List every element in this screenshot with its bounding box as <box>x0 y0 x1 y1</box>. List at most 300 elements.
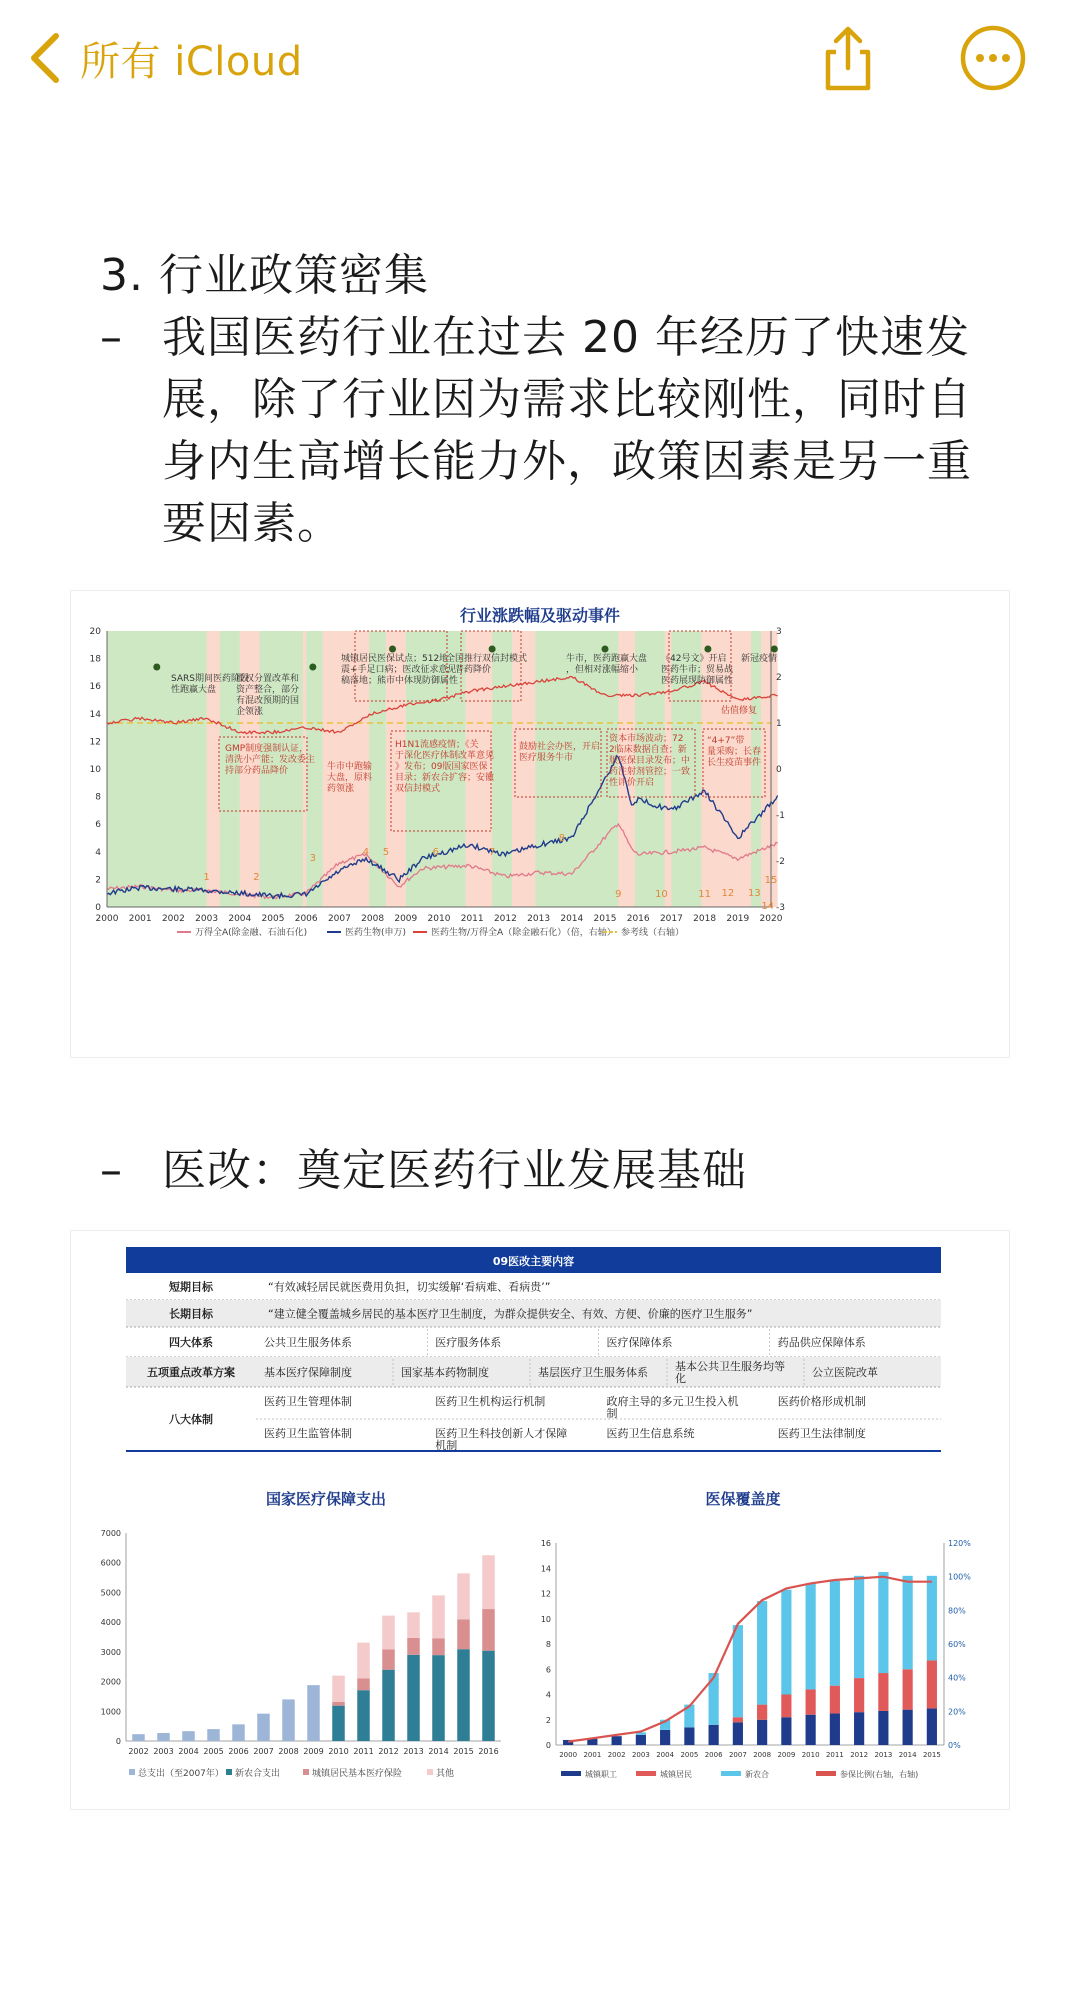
x-tick-label: 2017 <box>659 914 683 924</box>
table-cell-line: 医药卫生管理体制 <box>264 1395 352 1408</box>
event-text-red-line: 版医保目录发布；中 <box>609 756 691 766</box>
x-tick-label: 2007 <box>253 1747 274 1756</box>
x-tick-label: 2011 <box>460 914 484 924</box>
bar-segment <box>432 1638 445 1655</box>
event-text-green-line: SARS期间医药阶段 <box>171 674 250 684</box>
table-cell-line: 公共卫生服务体系 <box>264 1336 352 1349</box>
x-tick-label: 2014 <box>898 1751 917 1759</box>
bar-segment <box>332 1706 345 1741</box>
bar-segment <box>878 1711 888 1745</box>
event-text-green-line: 稿落地；熊市中体现防御属性 <box>341 676 459 686</box>
bar-segment <box>733 1722 743 1745</box>
table-title: 09医改主要内容 <box>492 1255 575 1268</box>
x-tick-label: 2008 <box>361 914 385 924</box>
bullet-dash: – <box>100 1145 123 1196</box>
table-cell-line: 医药卫生法律制度 <box>777 1427 866 1440</box>
x-tick-label: 2015 <box>453 1747 474 1756</box>
x-tick-label: 2015 <box>593 914 617 924</box>
legend-swatch <box>721 1771 741 1776</box>
bar-segment <box>684 1727 694 1745</box>
bar-segment <box>457 1573 470 1619</box>
x-tick-label: 2012 <box>493 914 517 924</box>
event-text-red-line: GMP制度强制认证， <box>225 744 309 754</box>
event-text-red-line: 》发布；09版国家医保 <box>395 762 488 772</box>
event-text-red-line: 2临床数据自查；新 <box>609 745 687 755</box>
bar-segment <box>612 1736 622 1745</box>
table-cell-line: 医疗服务体系 <box>435 1336 502 1349</box>
legend-label: 城镇居民基本医疗保险 <box>312 1769 403 1779</box>
period-number: 12 <box>721 888 735 899</box>
event-text-green-line: 有混改预期的国 <box>236 696 300 706</box>
y-tick-label: 18 <box>89 654 101 665</box>
period-number: 11 <box>698 889 711 900</box>
bar-segment <box>282 1699 295 1741</box>
event-text-green-line: 牛市，医药跑赢大盘 <box>566 654 648 664</box>
event-text-red-line: H1N1流感疫情；《关 <box>395 740 479 750</box>
event-text-red-line: 医疗服务牛市 <box>519 753 574 763</box>
insurance-coverage-chart <box>541 1490 971 1780</box>
table-row-head: 八大体制 <box>169 1413 213 1426</box>
table-cell <box>607 1426 695 1440</box>
bar-segment <box>382 1649 395 1669</box>
bullet-dash: – <box>100 312 123 363</box>
bar-segment <box>806 1689 816 1714</box>
event-text-red <box>721 704 757 716</box>
table-cell-line: 医疗保障体系 <box>606 1336 673 1349</box>
table-row-head: 长期目标 <box>169 1307 213 1321</box>
x-tick-label: 2005 <box>680 1751 699 1759</box>
table-cell <box>607 1335 673 1349</box>
x-tick-label: 2018 <box>693 914 717 924</box>
bar-segment <box>482 1555 495 1609</box>
y-tick-label: 8 <box>545 1640 551 1649</box>
bar-segment <box>903 1710 913 1745</box>
table-cell-line: 医药卫生信息系统 <box>606 1427 695 1440</box>
event-text-red-line: 长生疫苗事件 <box>707 758 762 768</box>
event-text-green <box>566 652 647 675</box>
y-tick-label: 20 <box>89 627 101 637</box>
event-dot <box>602 646 609 653</box>
chevron-left-icon <box>28 32 62 84</box>
green-band <box>751 631 761 907</box>
healthcare-reform-figure <box>71 1231 1009 1809</box>
bar-segment <box>482 1609 495 1651</box>
period-number: 14 <box>761 901 775 912</box>
bar-segment <box>757 1705 767 1720</box>
x-tick-label: 2010 <box>328 1747 349 1756</box>
x-tick-label: 2013 <box>403 1747 424 1756</box>
table-cell-line: 国家基本药物制度 <box>401 1366 489 1379</box>
x-tick-label: 2011 <box>825 1751 844 1759</box>
event-text-red-line: 大盘，原料 <box>327 773 373 783</box>
bar-segment <box>357 1690 370 1741</box>
bar-segment <box>903 1669 913 1709</box>
event-text-red-line: 药注射剂管控；一致 <box>609 767 691 777</box>
x-tick-label: 2012 <box>378 1747 399 1756</box>
event-text-green-line: 医药展现防御属性 <box>661 676 734 686</box>
bar-segment <box>757 1720 767 1745</box>
period-number: 5 <box>382 847 390 858</box>
x-tick-label: 2016 <box>478 1747 499 1756</box>
bar-segment <box>432 1655 445 1741</box>
bar-segment <box>830 1713 840 1745</box>
bullet-line: 展，除了行业因为需求比较刚性，同时自 <box>162 374 972 425</box>
bar-segment <box>854 1678 864 1712</box>
y-tick-label: 12 <box>89 737 101 748</box>
industry-performance-chart <box>71 591 1009 1057</box>
section-heading: 3. 行业政策密集 <box>100 250 429 301</box>
share-icon[interactable] <box>812 22 884 94</box>
bar-segment <box>232 1724 245 1741</box>
bar-segment <box>781 1717 791 1745</box>
table-row-head: 四大体系 <box>169 1336 213 1349</box>
bar-segment <box>757 1601 767 1705</box>
bar-segment <box>482 1651 495 1741</box>
table-cell <box>778 1426 866 1440</box>
table-cell-line: 基本公共卫生服务均等 <box>675 1360 785 1373</box>
legend-label: 参保比例(右轴，右轴) <box>840 1770 919 1779</box>
x-tick-label: 2000 <box>559 1751 578 1759</box>
bar-segment <box>157 1733 170 1741</box>
industry-performance-image[interactable] <box>70 590 1010 1058</box>
bar-segment <box>132 1734 145 1741</box>
event-text-green-line: 城镇居民医保试点；512地 <box>341 654 449 664</box>
event-text-green-line: 企领涨 <box>236 707 264 717</box>
bar-segment <box>781 1695 791 1718</box>
y-tick-label: 7000 <box>100 1529 121 1538</box>
event-text-green-line: 医药牛市；贸易战 <box>661 665 734 675</box>
event-text-green-line: 全国推行双信封模式 <box>446 654 528 664</box>
bar-segment <box>733 1717 743 1722</box>
bar-segment <box>257 1714 270 1741</box>
y2-tick-label: -2 <box>776 857 785 867</box>
table-cell <box>401 1365 489 1379</box>
y-tick-label: 4 <box>95 847 101 858</box>
bar-segment <box>407 1655 420 1741</box>
period-number: 3 <box>309 853 317 864</box>
bar-segment <box>927 1660 937 1708</box>
event-text-green-line: 《42号文》开启 <box>661 654 727 664</box>
bar-segment <box>806 1583 816 1689</box>
bar-segment <box>927 1576 937 1661</box>
legend-label: 城镇职工 <box>585 1770 617 1779</box>
note-body[interactable] <box>100 245 1000 555</box>
ellipsis-circle-icon[interactable] <box>957 22 1029 94</box>
y2-tick-label: 2 <box>776 673 782 683</box>
event-text-green-line: ；普药降价 <box>446 665 492 675</box>
bar-segment <box>781 1590 791 1695</box>
x-tick-label: 2016 <box>626 914 650 924</box>
event-text-red-line: 于深化医疗体制改革意见 <box>395 751 495 761</box>
x-tick-label: 2006 <box>704 1751 723 1759</box>
event-text-red-line: 资本市场波动；72 <box>609 734 684 744</box>
y2-tick-label: -1 <box>776 811 785 821</box>
table-cell-line: 机制 <box>435 1439 458 1452</box>
event-text-green-line: ，但相对涨幅缩小 <box>566 665 639 675</box>
x-tick-label: 2009 <box>394 914 418 924</box>
y-tick-label: 5000 <box>100 1588 121 1598</box>
event-text-red-line: 药领涨 <box>327 784 355 794</box>
event-text-red-line: 目录；新农合扩容；安徽 <box>395 773 495 783</box>
event-text-green-line: 性跑赢大盘 <box>171 685 217 695</box>
table-cell-line: 政府主导的多元卫生投入机 <box>606 1395 739 1408</box>
y-tick-label: 1000 <box>100 1707 121 1717</box>
bar-segment <box>382 1670 395 1741</box>
table-cell <box>435 1394 545 1408</box>
bar-segment <box>878 1673 888 1711</box>
x-tick-label: 2010 <box>427 914 451 924</box>
period-number: 8 <box>558 833 566 844</box>
chart-title: 医保覆盖度 <box>705 1490 781 1508</box>
x-tick-label: 2007 <box>327 914 351 924</box>
y-tick-label: 0 <box>115 1737 121 1746</box>
x-tick-label: 2002 <box>128 1747 149 1756</box>
table-cell: “有效减轻居民就医费用负担，切实缓解‘看病难、看病贵’” <box>268 1280 551 1294</box>
y2-tick-label: 40% <box>948 1673 966 1683</box>
x-tick-label: 2009 <box>777 1751 796 1759</box>
event-text-red-line: 性评价开启 <box>609 778 655 788</box>
table-cell <box>538 1365 648 1379</box>
y-tick-label: 4000 <box>100 1618 121 1628</box>
period-number: 15 <box>764 875 778 886</box>
bar-segment <box>903 1576 913 1669</box>
x-tick-label: 2005 <box>203 1747 224 1756</box>
legend-label: 其他 <box>436 1769 455 1779</box>
y-tick-label: 4 <box>545 1690 551 1700</box>
bar-segment <box>636 1735 646 1745</box>
reform-table <box>126 1247 941 1452</box>
legend-swatch <box>636 1771 656 1776</box>
bar-segment <box>854 1712 864 1745</box>
table-cell-line: 基本医疗保障制度 <box>264 1366 352 1379</box>
y-tick-label: 10 <box>89 765 101 775</box>
table-row-head: 短期目标 <box>169 1280 213 1294</box>
x-tick-label: 2003 <box>631 1751 650 1759</box>
table-cell: “建立健全覆盖城乡居民的基本医疗卫生制度，为群众提供安全、有效、方便、价廉的医疗卫生服务” <box>268 1307 753 1321</box>
table-cell <box>435 1426 567 1452</box>
period-number: 10 <box>655 889 668 900</box>
y-tick-label: 0 <box>95 903 101 913</box>
bar-segment <box>407 1612 420 1638</box>
event-text-red-line: 估值修复 <box>721 706 758 716</box>
period-number: 4 <box>362 847 370 858</box>
event-dot <box>389 646 396 653</box>
y-tick-label: 3000 <box>100 1647 121 1657</box>
bar-segment <box>332 1676 345 1702</box>
pink-band <box>207 631 220 907</box>
bar-segment <box>407 1638 420 1655</box>
back-button[interactable] <box>28 28 303 88</box>
legend-swatch <box>561 1771 581 1776</box>
y-tick-label: 14 <box>89 709 101 720</box>
chart-title: 国家医疗保障支出 <box>265 1490 387 1508</box>
event-text-red-line: “4+7”带 <box>707 736 745 746</box>
chart-title: 行业涨跌幅及驱动事件 <box>459 606 621 625</box>
event-text-green-line: 震+手足口病；医改征求意见 <box>341 665 457 675</box>
healthcare-reform-image[interactable] <box>70 1230 1010 1810</box>
y-tick-label: 2 <box>95 875 101 886</box>
bar-segment <box>878 1572 888 1673</box>
period-number: 7 <box>488 847 496 858</box>
x-tick-label: 2013 <box>527 914 551 924</box>
bar-segment <box>182 1731 195 1741</box>
bar-segment <box>830 1581 840 1686</box>
bar-segment <box>357 1643 370 1679</box>
bullet-text: 医改：奠定医药行业发展基础 <box>162 1145 747 1196</box>
table-cell <box>812 1365 878 1379</box>
legend-label: 参考线（右轴） <box>621 928 685 938</box>
table-cell <box>778 1394 866 1408</box>
legend-label: 新农合 <box>745 1770 769 1779</box>
bar-segment <box>357 1678 370 1690</box>
x-tick-label: 2011 <box>353 1747 374 1756</box>
legend-label: 新农合支出 <box>235 1769 281 1779</box>
y2-tick-label: 1 <box>776 719 782 729</box>
x-tick-label: 2003 <box>195 914 219 924</box>
bar-segment <box>307 1685 320 1741</box>
bullet-line: 要因素。 <box>162 498 342 549</box>
bar-segment <box>382 1616 395 1650</box>
x-tick-label: 2014 <box>428 1747 449 1756</box>
event-dot <box>153 664 160 671</box>
event-text-green <box>341 652 458 686</box>
event-text-red-line: 双信封模式 <box>395 784 441 794</box>
bullet-paragraph-2 <box>100 1140 747 1202</box>
y2-tick-label: 20% <box>948 1707 966 1717</box>
x-tick-label: 2012 <box>850 1751 869 1759</box>
event-text-green-line: 资产整合，部分 <box>236 685 300 695</box>
bullet-text <box>162 307 1000 555</box>
x-tick-label: 2001 <box>583 1751 602 1759</box>
coverage-ratio-line <box>568 1577 932 1742</box>
event-text-green <box>741 652 777 664</box>
y-tick-label: 16 <box>89 682 101 693</box>
y-tick-label: 6000 <box>100 1558 121 1568</box>
bar-segment <box>457 1619 470 1649</box>
bar-segment <box>332 1702 345 1706</box>
x-tick-label: 2008 <box>753 1751 772 1759</box>
pink-band <box>512 631 535 907</box>
x-tick-label: 2000 <box>95 914 119 924</box>
bar-segment <box>733 1625 743 1717</box>
bar-segment <box>709 1725 719 1745</box>
table-cell-line: 医药卫生机构运行机制 <box>435 1395 546 1408</box>
bullet-paragraph <box>100 307 1000 555</box>
legend-label: 万得全A(除金融、石油石化) <box>195 928 308 938</box>
event-text-green <box>661 652 733 686</box>
bullet-line: 我国医药行业在过去 20 年经历了快速发 <box>162 312 970 363</box>
period-number: 2 <box>253 872 260 883</box>
x-tick-label: 2002 <box>161 914 185 924</box>
y-tick-label: 12 <box>540 1589 551 1599</box>
table-cell-line: 药品供应保障体系 <box>777 1336 866 1349</box>
x-tick-label: 2001 <box>128 914 152 924</box>
bar-segment <box>207 1729 220 1741</box>
x-tick-label: 2008 <box>278 1747 299 1756</box>
bar-segment <box>457 1649 470 1741</box>
y-tick-label: 16 <box>540 1539 551 1548</box>
y2-tick-label: 3 <box>776 627 782 637</box>
y-tick-label: 2000 <box>100 1677 121 1687</box>
legend <box>177 926 684 938</box>
x-tick-label: 2009 <box>303 1747 324 1756</box>
y-tick-label: 6 <box>545 1665 551 1675</box>
x-tick-label: 2003 <box>153 1747 174 1756</box>
y-tick-label: 10 <box>540 1614 551 1624</box>
y-tick-label: 8 <box>95 792 101 803</box>
x-tick-label: 2004 <box>228 914 252 924</box>
table-cell-line: 化 <box>675 1372 686 1385</box>
x-tick-label: 2007 <box>728 1751 747 1759</box>
event-text-red-line: 鼓励社会办医，开启 <box>519 742 601 752</box>
event-text-red-line: 牛市中跑输 <box>327 762 373 772</box>
x-tick-label: 2005 <box>261 914 285 924</box>
period-number: 13 <box>748 888 761 899</box>
x-tick-label: 2004 <box>656 1751 675 1759</box>
legend-swatch <box>303 1769 309 1775</box>
table-cell <box>607 1394 739 1420</box>
back-label: 所有 iCloud <box>80 38 303 85</box>
bullet-line: 身内生高增长能力外，政策因素是另一重 <box>162 436 972 487</box>
y2-tick-label: 80% <box>948 1606 966 1616</box>
event-dot <box>309 664 316 671</box>
y2-tick-label: 0% <box>948 1741 961 1750</box>
x-tick-label: 2010 <box>801 1751 820 1759</box>
event-text-green-line: 新冠疫情 <box>741 654 778 664</box>
table-cell <box>264 1426 352 1440</box>
x-tick-label: 2019 <box>726 914 750 924</box>
y2-tick-label: 120% <box>948 1539 971 1548</box>
event-dot <box>489 646 496 653</box>
event-text-green-line: 股权分置改革和 <box>236 674 300 684</box>
y-tick-label: 2 <box>545 1715 551 1725</box>
y-tick-label: 0 <box>545 1741 551 1750</box>
table-cell <box>435 1335 501 1349</box>
legend-swatch <box>427 1769 433 1775</box>
bar-segment <box>432 1595 445 1638</box>
event-text-red-line: 清洗小产能；发改委主 <box>225 755 316 765</box>
table-cell <box>264 1394 352 1408</box>
table-cell-line: 医药卫生科技创新人才保障 <box>435 1427 568 1440</box>
bar-segment <box>927 1708 937 1745</box>
bar-segment <box>806 1715 816 1745</box>
table-cell-line: 医药卫生监管体制 <box>264 1427 352 1440</box>
event-text-red-line: 持部分药品降价 <box>225 766 289 776</box>
table-cell <box>264 1335 352 1349</box>
legend-label: 城镇居民 <box>660 1770 692 1779</box>
table-cell-line: 医药价格形成机制 <box>777 1395 866 1408</box>
x-tick-label: 2014 <box>560 914 584 924</box>
table-row-head: 五项重点改革方案 <box>147 1366 235 1379</box>
bar-segment <box>830 1686 840 1714</box>
y2-tick-label: 100% <box>948 1572 971 1582</box>
x-tick-label: 2002 <box>607 1751 626 1759</box>
x-tick-label: 2006 <box>294 914 318 924</box>
x-tick-label: 2015 <box>922 1751 941 1759</box>
legend-swatch <box>129 1769 135 1775</box>
top-nav-bar <box>0 0 1080 120</box>
y2-tick-label: -3 <box>776 903 785 913</box>
period-number: 6 <box>432 847 439 858</box>
event-dot <box>771 646 778 653</box>
period-number: 9 <box>615 889 622 900</box>
x-tick-label: 2020 <box>759 914 783 924</box>
legend-swatch <box>816 1771 836 1776</box>
table-cell <box>778 1335 866 1349</box>
x-tick-label: 2006 <box>228 1747 249 1756</box>
table-cell-line: 公立医院改革 <box>812 1366 878 1379</box>
x-tick-label: 2004 <box>178 1747 199 1756</box>
